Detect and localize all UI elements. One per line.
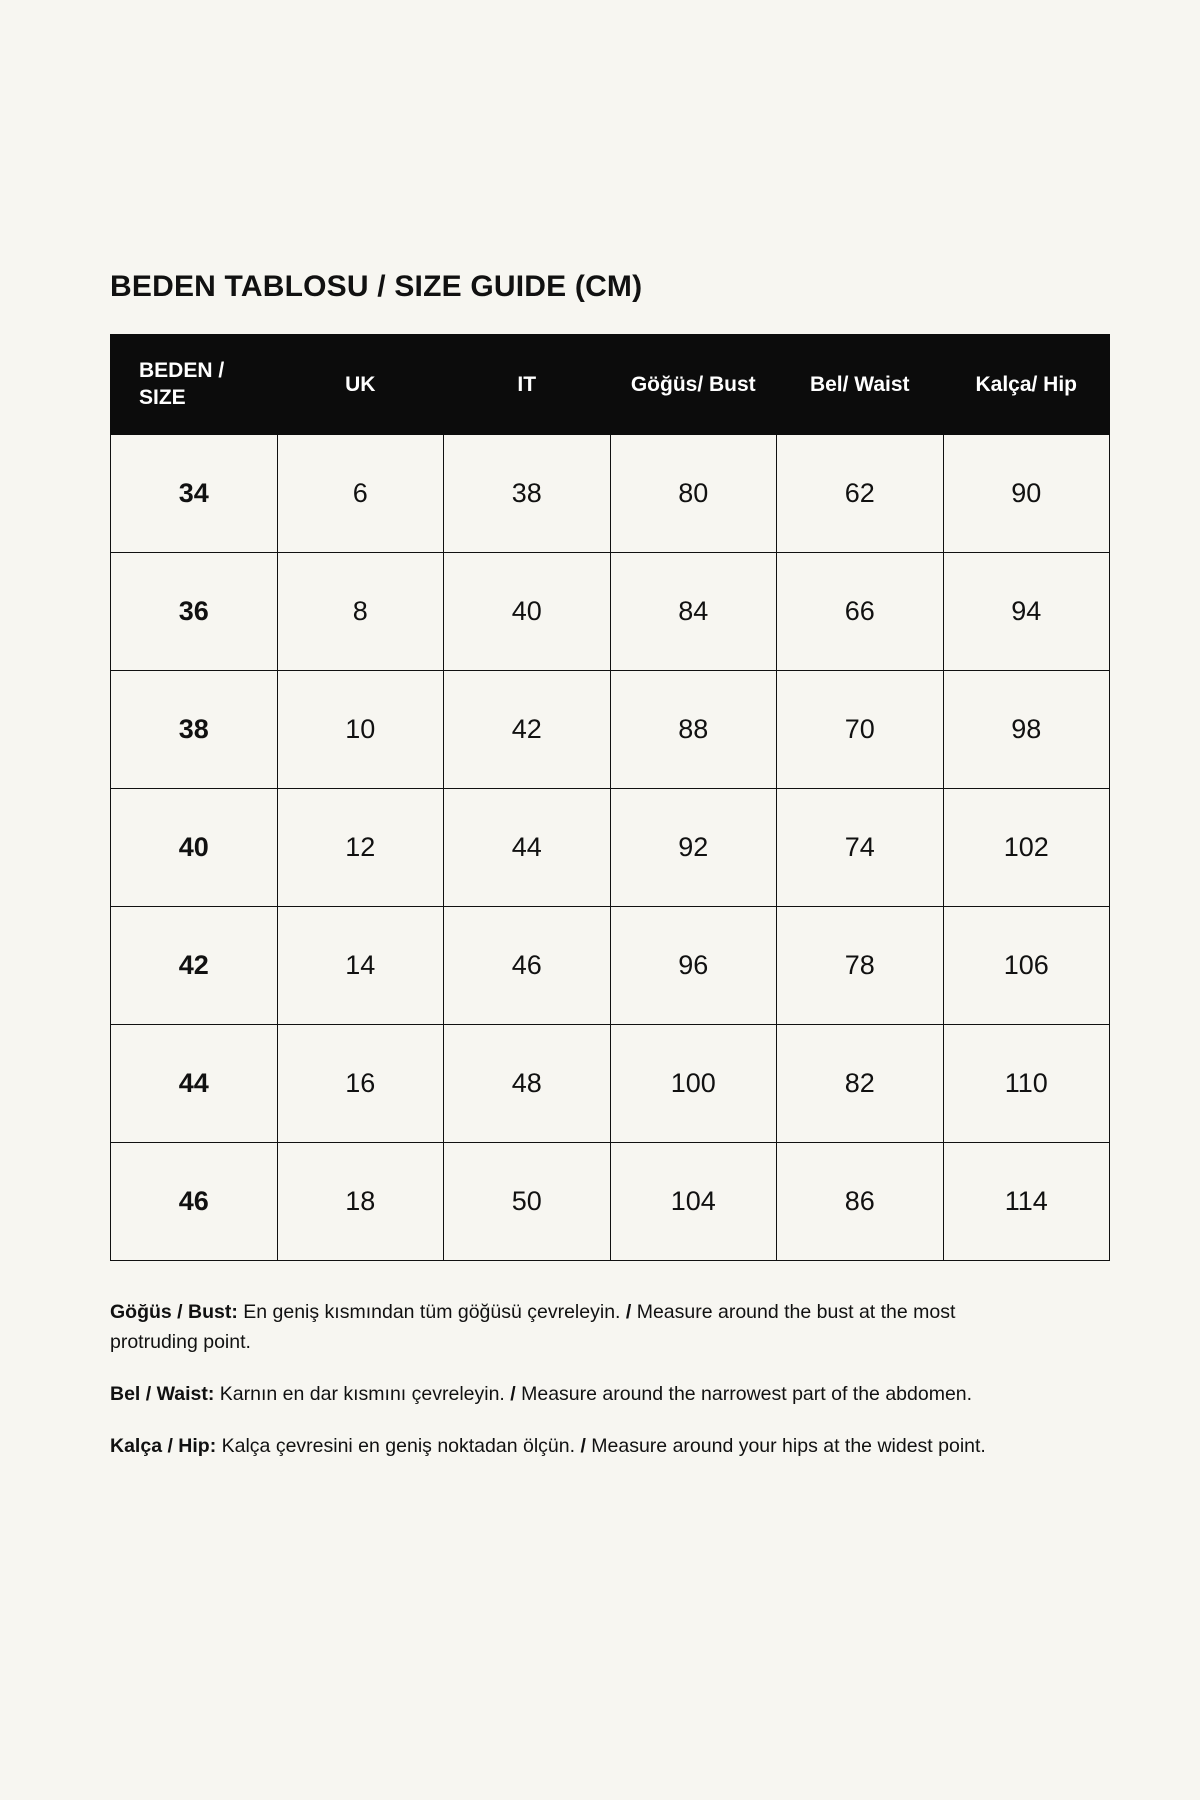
cell-it: 44 bbox=[444, 788, 611, 906]
note-hip-label: Kalça / Hip: bbox=[110, 1435, 217, 1458]
note-hip-en: Measure around your hips at the widest point. bbox=[591, 1435, 986, 1458]
cell-uk: 8 bbox=[277, 552, 444, 670]
note-waist-en: Measure around the narrowest part of the abdomen. bbox=[521, 1383, 973, 1406]
cell-hip: 102 bbox=[943, 788, 1110, 906]
page-title: BEDEN TABLOSU / SIZE GUIDE (CM) bbox=[110, 270, 643, 303]
column-header-size: BEDEN / SIZE bbox=[111, 335, 278, 435]
cell-bust: 88 bbox=[610, 670, 777, 788]
cell-waist: 86 bbox=[777, 1142, 944, 1260]
column-header-uk: UK bbox=[277, 335, 444, 435]
cell-waist: 62 bbox=[777, 434, 944, 552]
cell-hip: 114 bbox=[943, 1142, 1110, 1260]
table-row bbox=[111, 670, 1110, 788]
cell-uk: 16 bbox=[277, 1024, 444, 1142]
note-waist-label: Bel / Waist: bbox=[110, 1383, 215, 1406]
cell-size: 44 bbox=[111, 1024, 278, 1142]
cell-uk: 10 bbox=[277, 670, 444, 788]
cell-uk: 18 bbox=[277, 1142, 444, 1260]
note-bust-label: Göğüs / Bust: bbox=[110, 1300, 238, 1323]
column-header-waist: Bel/ Waist bbox=[777, 335, 944, 435]
table-row bbox=[111, 552, 1110, 670]
cell-waist: 74 bbox=[777, 788, 944, 906]
note-bust-tr: En geniş kısmından tüm göğüsü çevreleyin. bbox=[243, 1300, 621, 1323]
cell-size: 34 bbox=[111, 434, 278, 552]
cell-it: 48 bbox=[444, 1024, 611, 1142]
cell-it: 46 bbox=[444, 906, 611, 1024]
cell-hip: 106 bbox=[943, 906, 1110, 1024]
table-body bbox=[111, 434, 1110, 1260]
note-bust-en: Measure around the bust at the most protruding point. bbox=[110, 1300, 956, 1353]
cell-bust: 80 bbox=[610, 434, 777, 552]
note-bust bbox=[110, 1297, 1040, 1357]
cell-waist: 82 bbox=[777, 1024, 944, 1142]
cell-waist: 78 bbox=[777, 906, 944, 1024]
cell-size: 42 bbox=[111, 906, 278, 1024]
size-guide-table bbox=[110, 334, 1110, 1261]
cell-it: 42 bbox=[444, 670, 611, 788]
cell-bust: 92 bbox=[610, 788, 777, 906]
table-row bbox=[111, 906, 1110, 1024]
cell-size: 36 bbox=[111, 552, 278, 670]
cell-it: 50 bbox=[444, 1142, 611, 1260]
cell-size: 40 bbox=[111, 788, 278, 906]
cell-size: 38 bbox=[111, 670, 278, 788]
cell-hip: 110 bbox=[943, 1024, 1110, 1142]
cell-hip: 98 bbox=[943, 670, 1110, 788]
cell-it: 40 bbox=[444, 552, 611, 670]
table-row bbox=[111, 434, 1110, 552]
note-hip bbox=[110, 1431, 1040, 1461]
cell-it: 38 bbox=[444, 434, 611, 552]
cell-hip: 90 bbox=[943, 434, 1110, 552]
cell-size: 46 bbox=[111, 1142, 278, 1260]
table-header-row bbox=[111, 335, 1110, 435]
cell-waist: 66 bbox=[777, 552, 944, 670]
note-waist-tr: Karnın en dar kısmını çevreleyin. bbox=[219, 1383, 505, 1406]
table-row bbox=[111, 1024, 1110, 1142]
content-container bbox=[100, 270, 1100, 1461]
note-waist bbox=[110, 1379, 1040, 1409]
cell-bust: 100 bbox=[610, 1024, 777, 1142]
measurement-notes bbox=[110, 1297, 1040, 1462]
cell-bust: 84 bbox=[610, 552, 777, 670]
cell-uk: 12 bbox=[277, 788, 444, 906]
table-row bbox=[111, 788, 1110, 906]
cell-waist: 70 bbox=[777, 670, 944, 788]
column-header-bust: Göğüs/ Bust bbox=[610, 335, 777, 435]
note-hip-separator: / bbox=[580, 1435, 586, 1458]
note-waist-separator: / bbox=[510, 1383, 516, 1406]
table-header bbox=[111, 335, 1110, 435]
note-bust-separator: / bbox=[625, 1300, 632, 1323]
cell-uk: 6 bbox=[277, 434, 444, 552]
column-header-it: IT bbox=[444, 335, 611, 435]
cell-uk: 14 bbox=[277, 906, 444, 1024]
column-header-hip: Kalça/ Hip bbox=[943, 335, 1110, 435]
cell-bust: 104 bbox=[610, 1142, 777, 1260]
cell-bust: 96 bbox=[610, 906, 777, 1024]
cell-hip: 94 bbox=[943, 552, 1110, 670]
note-hip-tr: Kalça çevresini en geniş noktadan ölçün. bbox=[221, 1435, 576, 1458]
table-row bbox=[111, 1142, 1110, 1260]
